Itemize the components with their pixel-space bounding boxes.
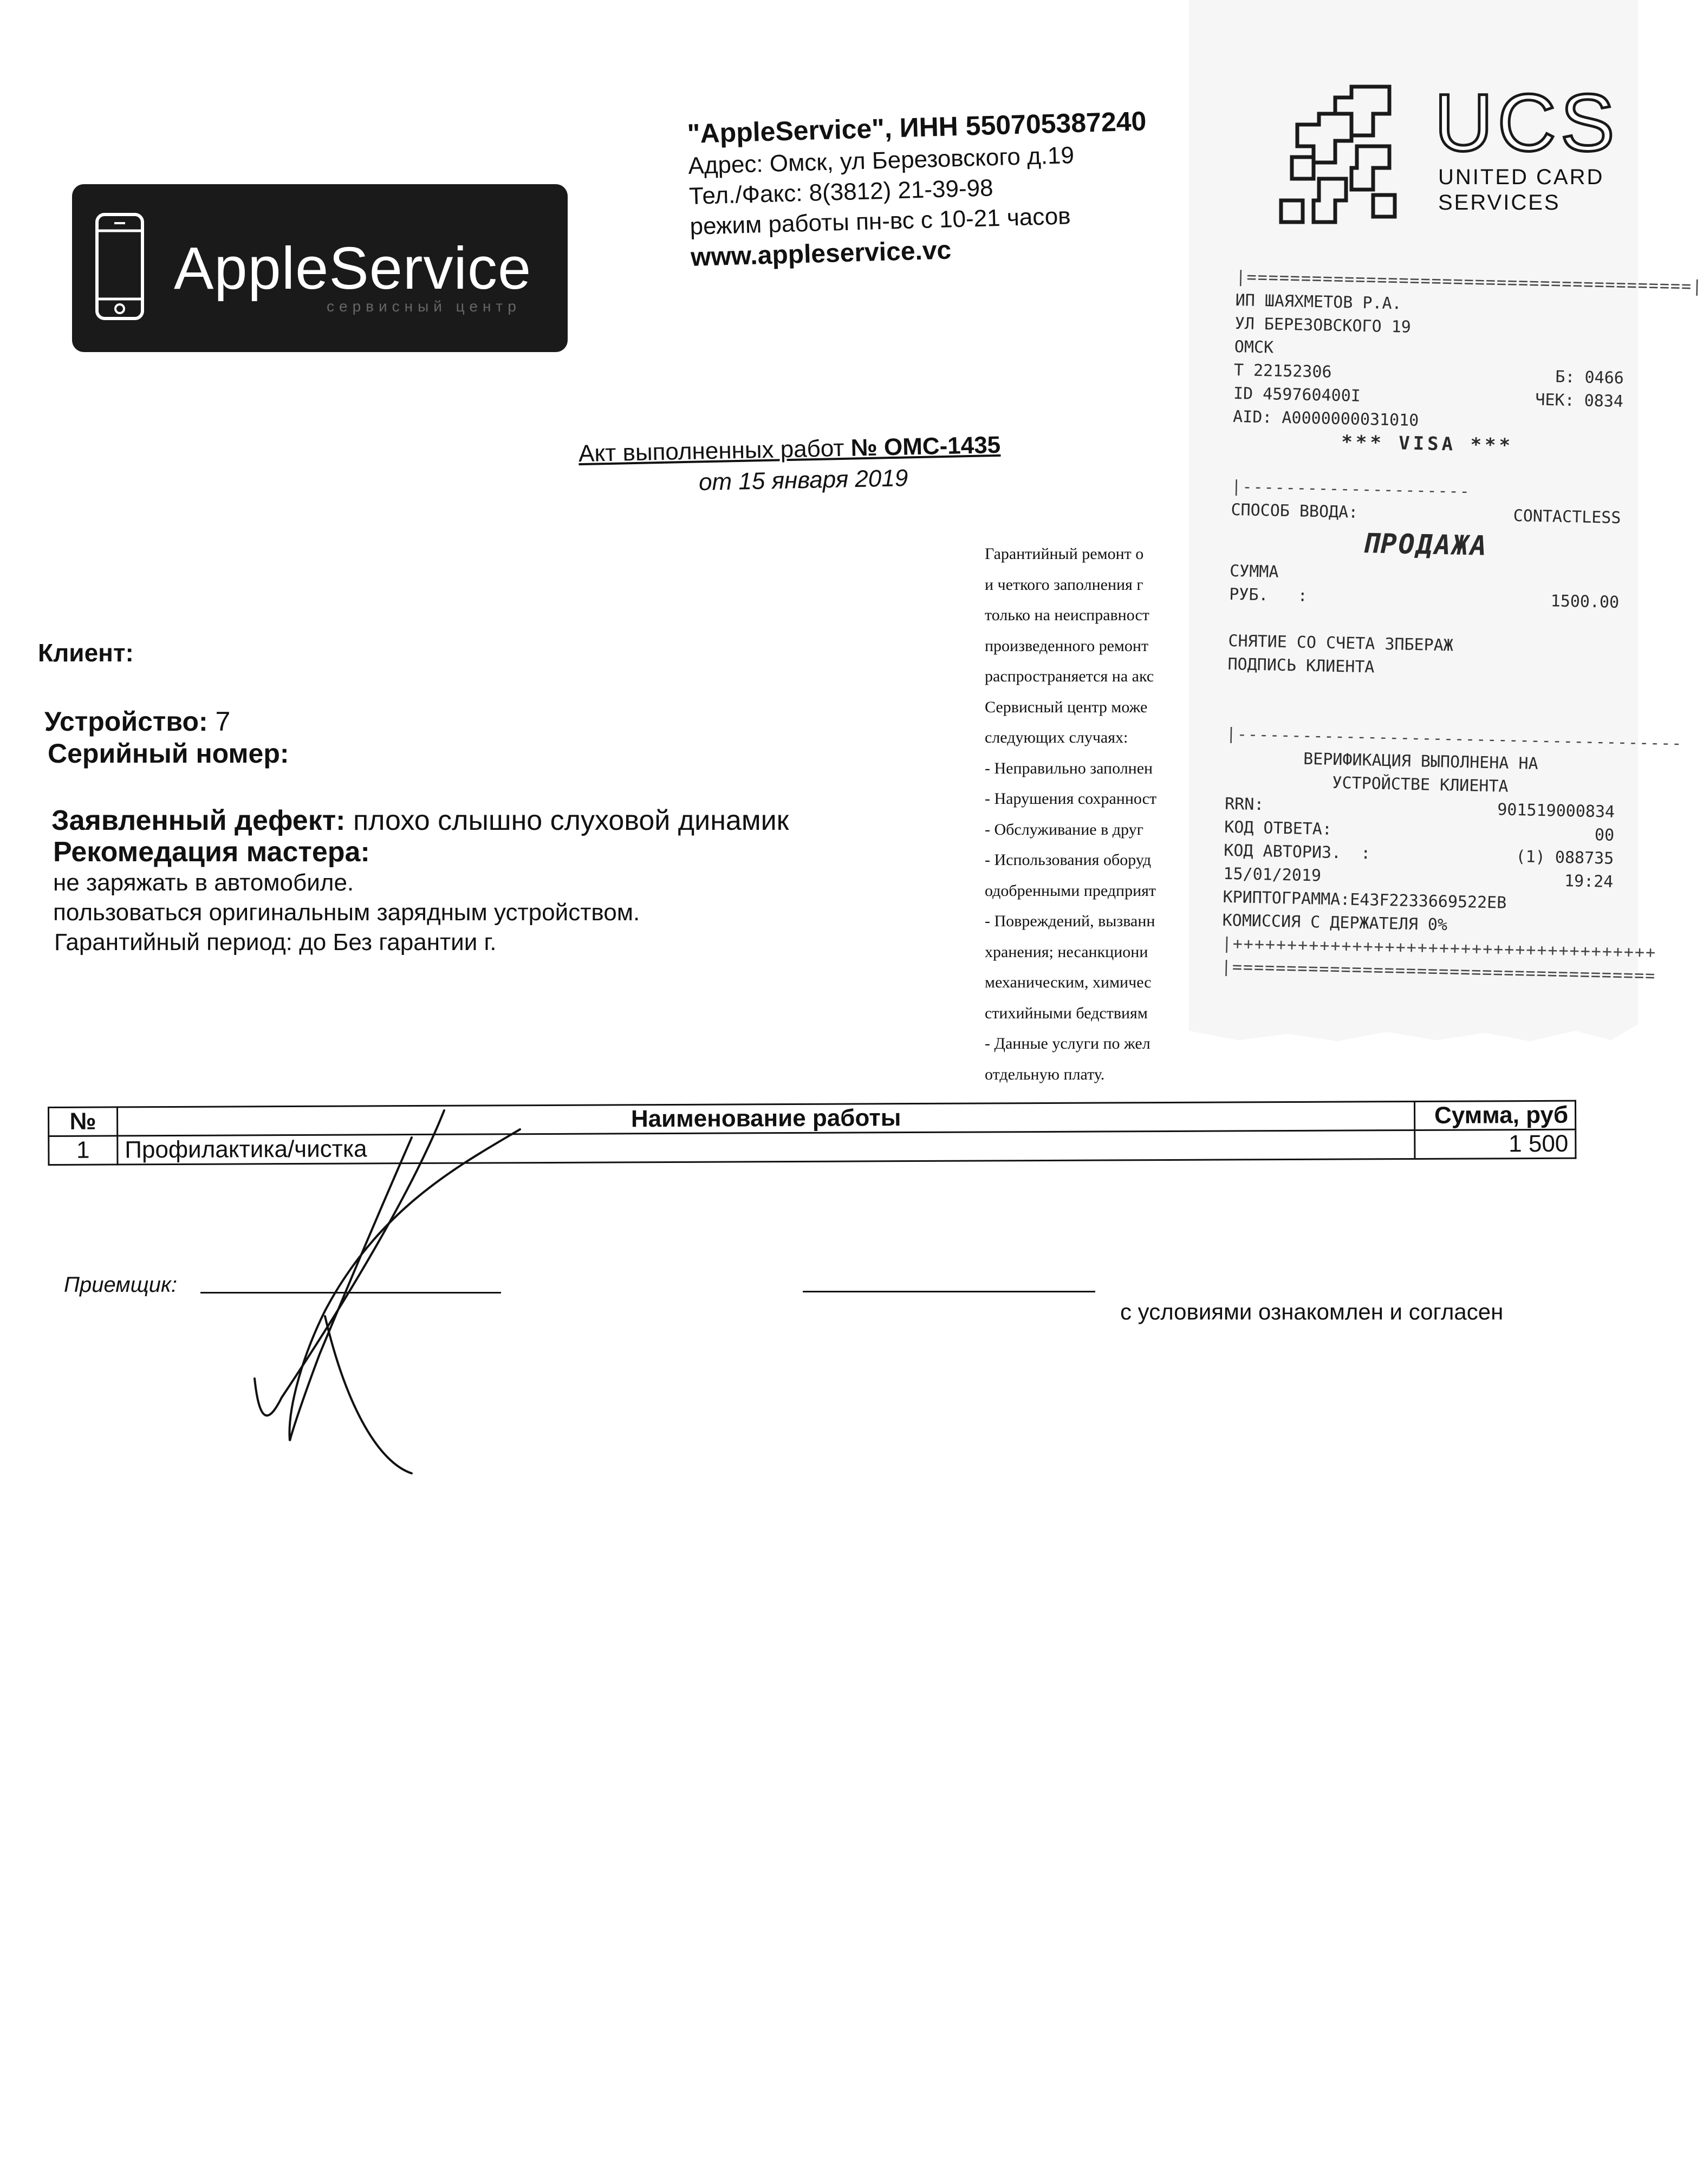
defect-value: плохо слышно слуховой динамик bbox=[345, 805, 789, 836]
row-sum: 1 500 bbox=[1415, 1129, 1576, 1159]
id-label: ID bbox=[1233, 384, 1253, 404]
ucs-subtitle: UNITED CARD bbox=[1438, 165, 1604, 189]
company-phone: Тел./Факс: 8(3812) 21-39-98 bbox=[688, 174, 994, 210]
warranty-line: механическим, химичес bbox=[985, 973, 1152, 991]
receipt-signature-note: ПОДПИСЬ КЛИЕНТА bbox=[1227, 654, 1375, 677]
warranty-line: и четкого заполнения г bbox=[985, 575, 1143, 594]
receipt-body bbox=[1221, 265, 1703, 987]
ucs-subtitle: SERVICES bbox=[1438, 191, 1561, 214]
warranty-line: - Нарушения сохранност bbox=[985, 790, 1157, 808]
terminal-value: 22152306 bbox=[1253, 361, 1332, 382]
warranty-line: Гарантийный ремонт о bbox=[985, 545, 1144, 563]
appleservice-logo bbox=[72, 184, 568, 352]
company-name: "AppleService", ИНН 550705387240 bbox=[687, 106, 1147, 149]
warranty-line: Сервисный центр може bbox=[985, 698, 1148, 716]
receipt-commission: КОМИССИЯ С ДЕРЖАТЕЛЯ 0% bbox=[1222, 911, 1448, 935]
work-table bbox=[48, 1100, 1576, 1166]
receipt-aid: AID: A0000000031010 bbox=[1232, 407, 1419, 431]
column-header-number: № bbox=[49, 1107, 118, 1136]
check-label: ЧЕК: bbox=[1535, 390, 1575, 411]
input-method-value: CONTACTLESS bbox=[1513, 506, 1621, 528]
receipt-address: УЛ БЕРЕЗОВСКОГО 19 bbox=[1234, 314, 1412, 337]
receiver-label: Приемщик: bbox=[64, 1273, 177, 1297]
input-method-label: СПОСОБ ВВОДА: bbox=[1231, 500, 1358, 522]
warranty-line: - Данные услуги по жел bbox=[985, 1035, 1150, 1052]
response-value: 00 bbox=[1594, 826, 1615, 845]
receipt-cryptogram: КРИПТОГРАММА:E43F2233669522EB bbox=[1223, 887, 1507, 913]
receipt-divider: |--------------------- bbox=[1231, 477, 1471, 502]
auth-label: КОД АВТОРИЗ. bbox=[1224, 841, 1342, 863]
warranty-line: отдельную плату. bbox=[985, 1065, 1105, 1083]
warranty-line: стихийными бедствиям bbox=[985, 1004, 1148, 1022]
receipt-operation: ПРОДАЖА bbox=[1362, 528, 1488, 562]
sum-value: 1500.00 bbox=[1550, 592, 1620, 612]
serial-line bbox=[48, 738, 289, 769]
client-label: Клиент: bbox=[38, 639, 134, 667]
receipt-auth-row: КОД АВТОРИЗ. : (1) 088735 bbox=[1224, 839, 1614, 870]
warranty-line: произведенного ремонт bbox=[985, 636, 1149, 655]
defect-line bbox=[51, 804, 789, 837]
warranty-line: распространяется на акс bbox=[985, 667, 1154, 685]
receipt-date: 15/01/2019 bbox=[1223, 864, 1322, 886]
agreement-text: с условиями ознакомлен и согласен bbox=[1120, 1299, 1504, 1324]
device-value: 7 bbox=[207, 706, 231, 737]
receipt-sum-label: СУММА bbox=[1229, 561, 1279, 582]
ucs-logo-icon bbox=[1270, 76, 1427, 238]
act-number: № ОМС-1435 bbox=[850, 431, 1001, 461]
column-header-sum: Сумма, руб bbox=[1414, 1101, 1575, 1130]
company-website: www.appleservice.vc bbox=[690, 236, 952, 272]
receipt-sum-row: РУБ. : 1500.00 bbox=[1229, 583, 1620, 614]
receipt-merchant: ИП ШАЯХМЕТОВ Р.А. bbox=[1235, 290, 1402, 314]
id-value: 459760400I bbox=[1262, 385, 1361, 406]
batch-label: Б: bbox=[1555, 367, 1575, 387]
ucs-wordmark: UCS bbox=[1434, 77, 1619, 168]
check-value: 0834 bbox=[1584, 391, 1624, 412]
receipt-city: ОМСК bbox=[1234, 337, 1274, 358]
receipt-note: СНЯТИЕ СО СЧЕТА ЗПБЕРАЖ bbox=[1228, 631, 1454, 655]
receipt-divider: |----------------------------------------- bbox=[1226, 724, 1683, 753]
receipt-divider: |======================================= bbox=[1221, 957, 1656, 986]
receipt-verify: УСТРОЙСТВЕ КЛИЕНТА bbox=[1332, 773, 1509, 796]
warranty-line: - Неправильно заполнен bbox=[985, 759, 1153, 777]
defect-label: Заявленный дефект: bbox=[51, 805, 346, 836]
device-line bbox=[44, 706, 230, 737]
receipt-divider: |+++++++++++++++++++++++++++++++++++++++ bbox=[1221, 934, 1657, 963]
warranty-line: только на неисправност bbox=[985, 606, 1149, 624]
receiver-signature-line bbox=[200, 1292, 501, 1294]
table-row bbox=[49, 1129, 1576, 1165]
warranty-line: одобренными предприят bbox=[985, 881, 1156, 900]
receipt-card-type: *** VISA *** bbox=[1341, 431, 1514, 457]
receipt-divider: |=========================================| bbox=[1236, 267, 1703, 297]
act-title-prefix: Акт выполненных работ bbox=[578, 434, 851, 467]
recommendation-line: пользоваться оригинальным зарядным устройством. bbox=[53, 899, 640, 926]
client-signature-line bbox=[803, 1291, 1095, 1292]
recommendation-line: не заряжать в автомобиле. bbox=[53, 869, 354, 896]
device-label: Устройство: bbox=[44, 706, 208, 737]
act-date: от 15 января 2019 bbox=[698, 464, 908, 496]
auth-value: (1) 088735 bbox=[1516, 847, 1614, 868]
smartphone-icon bbox=[95, 212, 145, 321]
terminal-label: Т bbox=[1233, 360, 1244, 380]
company-address: Адрес: Омск, ул Березовского д.19 bbox=[687, 142, 1075, 179]
warranty-line: - Использования оборуд bbox=[985, 851, 1152, 869]
logo-subtitle: сервисный центр bbox=[327, 298, 521, 315]
company-header bbox=[687, 103, 1206, 272]
rrn-value: 901519000834 bbox=[1497, 800, 1615, 822]
warranty-line: следующих случаях: bbox=[985, 729, 1128, 746]
row-number: 1 bbox=[49, 1136, 118, 1165]
warranty-line: хранения; несанкциони bbox=[985, 942, 1148, 961]
batch-value: 0466 bbox=[1584, 368, 1624, 388]
act-title bbox=[578, 432, 1001, 467]
currency-label: РУБ. bbox=[1228, 584, 1269, 605]
response-label: КОД ОТВЕТА: bbox=[1224, 817, 1332, 839]
column-header-work: Наименование работы bbox=[118, 1101, 1415, 1135]
recommendation-label: Рекомедация мастера: bbox=[53, 836, 370, 868]
serial-label: Серийный номер: bbox=[48, 738, 289, 769]
warranty-period-line: Гарантийный период: до Без гарантии г. bbox=[54, 929, 497, 955]
row-work-name: Профилактика/чистка bbox=[118, 1130, 1415, 1164]
receipt-verify: ВЕРИФИКАЦИЯ ВЫПОЛНЕНА НА bbox=[1303, 749, 1538, 774]
warranty-line: - Повреждений, вызванн bbox=[985, 912, 1155, 930]
receipt-time: 19:24 bbox=[1564, 871, 1614, 892]
warranty-line: - Обслуживание в друг bbox=[985, 820, 1143, 838]
company-hours: режим работы пн-вс с 10-21 часов bbox=[689, 203, 1071, 240]
logo-name: AppleService bbox=[174, 235, 532, 302]
rrn-label: RRN: bbox=[1224, 794, 1264, 815]
